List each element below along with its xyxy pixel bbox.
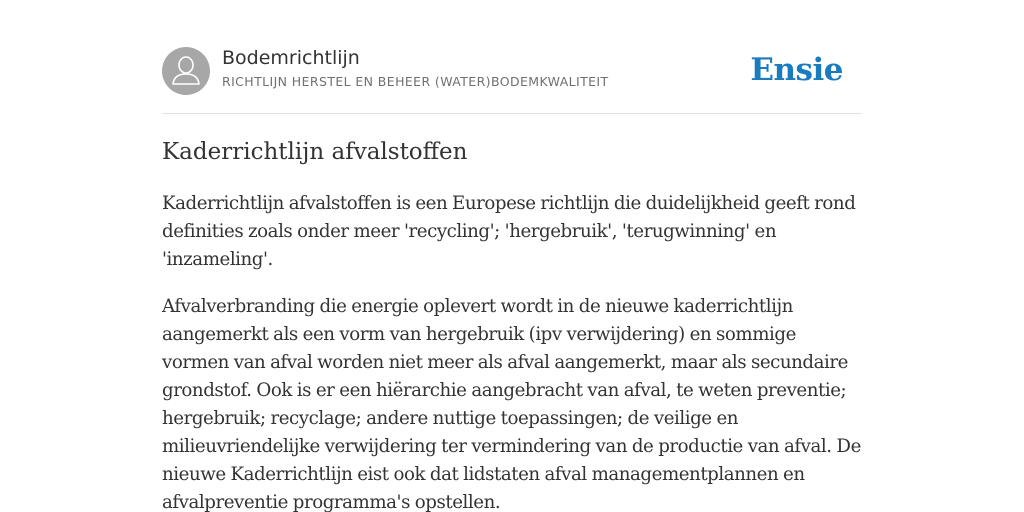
article-paragraph-2: Afvalverbranding die energie oplevert wordt in de nieuwe kaderrichtlijn aangemerkt als een vorm van hergebruik (ipv verwijdering) en sommige vormen van afval worden niet meer als afval aangemerkt, maar als secundaire grondstof. Ook is er een hiërarchie aangebracht van afval, te weten preventie; hergebruik; recyclage; andere nuttige toepassingen; de veilige en milieuvriendelijke verwijdering ter vermindering van de productie van afval. De nieuwe Kaderrichtlijn eist ook dat lidstaten afval managementplannen en afvalpreventie programma's opstellen. <box>162 296 861 512</box>
header <box>162 46 862 96</box>
avatar[interactable] <box>162 47 210 95</box>
site-name[interactable]: Bodemrichtlijn <box>222 47 360 69</box>
site-subtitle: RICHTLIJN HERSTEL EN BEHEER (WATER)BODEMKWALITEIT <box>222 74 609 89</box>
header-divider <box>162 113 862 114</box>
user-icon <box>162 47 210 95</box>
article-title: Kaderrichtlijn afvalstoffen <box>162 139 468 165</box>
article-paragraph-1: Kaderrichtlijn afvalstoffen is een Europese richtlijn die duidelijkheid geeft rond definities zoals onder meer 'recycling'; 'hergebruik', 'terugwinning' en 'inzameling'. <box>162 193 856 270</box>
brand-logo[interactable]: Ensie <box>750 52 843 88</box>
